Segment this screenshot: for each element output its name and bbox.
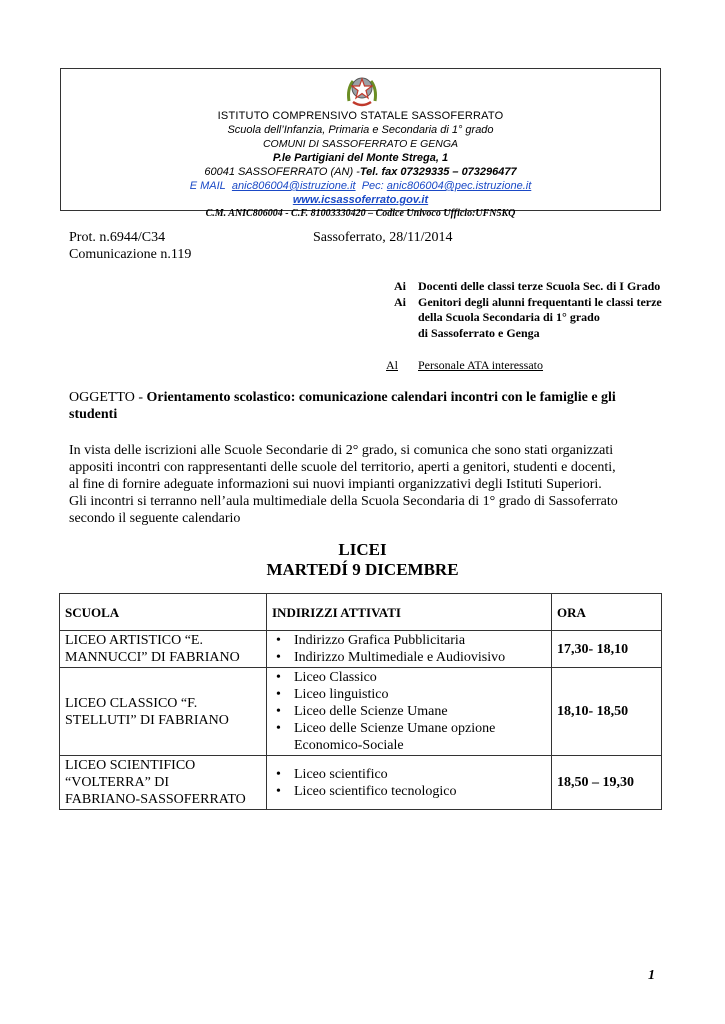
table-header-row — [60, 594, 662, 631]
calendar-table — [59, 593, 662, 810]
list-item: • Liceo scientifico — [294, 766, 546, 783]
school-line: LICEO ARTISTICO “E. — [65, 633, 203, 648]
recipient-3-text: Personale ATA interessato — [418, 358, 544, 372]
recipient-1-text: Docenti delle classi terze Scuola Sec. di I Grado — [418, 279, 661, 293]
list-item: • Indirizzo Multimediale e Audiovisivo — [294, 649, 546, 666]
subject-label: OGGETTO - — [69, 390, 147, 405]
recipient-1-label: Ai — [394, 279, 406, 293]
cell-indirizzi — [267, 756, 552, 810]
list-item: • Indirizzo Grafica Pubblicitaria — [294, 632, 546, 649]
protocol-number: Prot. n.6944/C34 — [69, 230, 166, 245]
table-row — [60, 668, 662, 756]
cell-ora: 18,10- 18,50 — [552, 668, 662, 756]
recipient-2-label: Ai — [394, 295, 406, 309]
table-row — [60, 756, 662, 810]
cell-scuola — [60, 668, 267, 756]
school-city-tel — [61, 165, 660, 179]
cell-scuola — [60, 756, 267, 810]
subject-text: Orientamento scolastico: comunicazione calendari incontri con le famiglie e gli studenti — [69, 390, 616, 422]
cell-indirizzi — [267, 668, 552, 756]
school-name: ISTITUTO COMPRENSIVO STATALE SASSOFERRATO — [217, 110, 504, 122]
table-row — [60, 631, 662, 668]
cell-ora: 17,30- 18,10 — [552, 631, 662, 668]
letterhead — [60, 68, 661, 219]
school-comuni: COMUNI DI SASSOFERRATO E GENGA — [262, 138, 459, 150]
school-codes: C.M. ANIC806004 - C.F. 81003330420 – Codice Univoco Ufficio:UFN5KQ — [205, 208, 516, 219]
recipient-2-text-2: della Scuola Secondaria di 1° grado — [418, 310, 600, 324]
italian-republic-emblem-icon — [345, 71, 379, 109]
body-line: al fine di fornire adeguate informazioni sui nuovi impianti organizzativi degli Istituti Superiori. — [69, 477, 602, 492]
list-item: • Liceo Classico — [294, 669, 546, 686]
pec-label: Pec: — [361, 180, 384, 192]
header-indirizzi: INDIRIZZI ATTIVATI — [267, 594, 552, 631]
school-line: STELLUTI” DI FABRIANO — [65, 712, 229, 728]
school-website-line — [61, 193, 660, 207]
school-line: “VOLTERRA” DI — [65, 775, 170, 790]
body-line: Gli incontri si terranno nell’aula multimediale della Scuola Secondaria di 1° grado di Sassoferrato — [69, 494, 618, 509]
cell-scuola — [60, 631, 267, 668]
header-scuola: SCUOLA — [60, 594, 267, 631]
list-item: • Liceo linguistico — [294, 686, 546, 703]
subject — [69, 389, 659, 423]
school-line: LICEO SCIENTIFICO — [65, 758, 196, 773]
body-line: secondo il seguente calendario — [69, 511, 241, 526]
section-day: MARTEDÍ 9 DICEMBRE — [266, 560, 459, 579]
school-line: MANNUCCI” DI FABRIANO — [65, 650, 240, 665]
body-line: In vista delle iscrizioni alle Scuole Secondarie di 2° grado, si comunica che sono stati organizzati — [69, 443, 614, 458]
document-date: Sassoferrato, 28/11/2014 — [313, 230, 453, 245]
cell-ora: 18,50 – 19,30 — [552, 756, 662, 810]
body-paragraph — [69, 442, 659, 527]
school-address: P.le Partigiani del Monte Strega, 1 — [272, 152, 449, 164]
email-label: E MAIL — [189, 180, 226, 192]
email-link[interactable]: anic806004@istruzione.it — [231, 180, 356, 192]
school-line: FABRIANO-SASSOFERRATO — [65, 792, 246, 807]
recipient-2-text-3: di Sassoferrato e Genga — [418, 326, 540, 340]
page-number: 1 — [648, 968, 655, 983]
school-subtitle: Scuola dell’Infanzia, Primaria e Secondaria di 1° grado — [227, 124, 494, 136]
school-line: LICEO CLASSICO “F. — [65, 695, 198, 711]
recipient-3-label: Al — [386, 358, 398, 372]
section-title: LICEI — [338, 540, 387, 559]
city-line: 60041 SASSOFERRATO (AN) - — [204, 166, 360, 178]
list-item: • Liceo delle Scienze Umane — [294, 703, 546, 720]
pec-link[interactable]: anic806004@pec.istruzione.it — [386, 180, 532, 192]
body-line: appositi incontri con rappresentanti delle scuole del territorio, aperti a genitori, studenti e docenti, — [69, 460, 616, 475]
school-email-line — [61, 179, 660, 193]
communication-number: Comunicazione n.119 — [69, 247, 192, 262]
header-ora: ORA — [552, 594, 662, 631]
recipient-2-text-1: Genitori degli alunni frequentanti le classi terze — [418, 295, 662, 309]
list-item: • Liceo scientifico tecnologico — [294, 783, 546, 800]
cell-indirizzi — [267, 631, 552, 668]
website-link[interactable]: www.icsassoferrato.gov.it — [292, 194, 429, 206]
tel-fax: Tel. fax 07329335 – 073296477 — [359, 166, 517, 178]
list-item: • Liceo delle Scienze Umane opzione Economico-Sociale — [294, 720, 546, 754]
